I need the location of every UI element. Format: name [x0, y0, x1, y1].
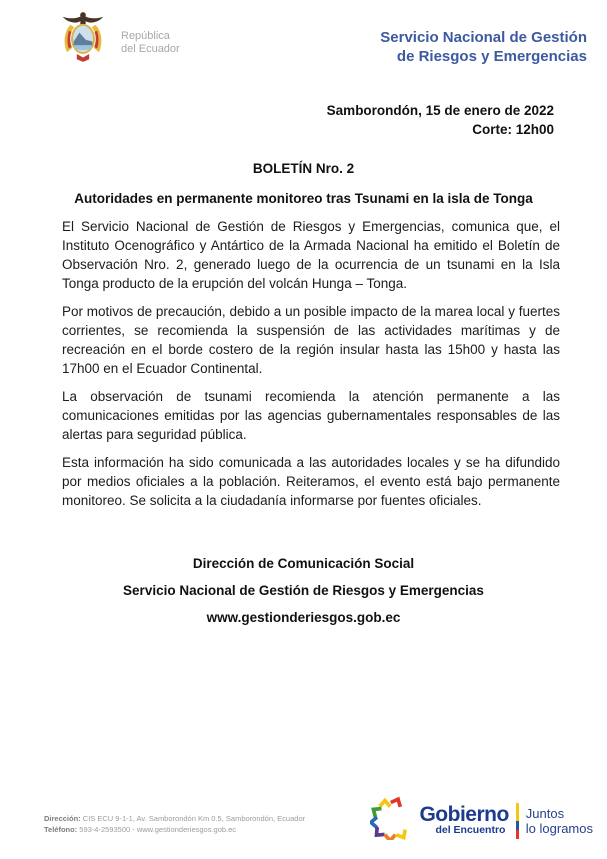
paragraph-1: El Servicio Nacional de Gestión de Riesgos y Emergencias, comunica que, el Instituto Ocenográfico y Antártico de la Armada Nacional ha emitido el Boletín de Observación Nro. 2, generado luego de la ocurrencia de un tsunami en la Isla Tonga producto de la erupción del volcán Hunga – Tonga. — [62, 219, 560, 291]
republica-seal-block — [52, 8, 180, 73]
dateline-location-date: Samborondón, 15 de enero de 2022 — [326, 103, 554, 118]
seal-label-line2: del Ecuador — [121, 42, 180, 55]
footer-phone-value: 593-4-2593500 - www.gestionderiesgos.gob.ec — [77, 825, 237, 834]
gobierno-brand-line2: del Encuentro — [435, 824, 506, 836]
gobierno-tagline — [526, 806, 593, 836]
agency-name-line1: Servicio Nacional de Gestión — [380, 29, 587, 46]
document-header — [0, 0, 607, 73]
gobierno-tagline-line2: lo logramos — [525, 820, 593, 836]
footer-phone-line — [44, 824, 305, 835]
bulletin-number-title: BOLETÍN Nro. 2 — [252, 161, 355, 176]
paragraph-4: Esta información ha sido comunicada a las autoridades locales y se ha difundido por medios oficiales a la población. Reiteramos, el evento está bajo permanente monitoreo. Se solicita a la ciudadanía informarse por fuentes oficiales. — [62, 455, 560, 508]
signature-department: Dirección de Comunicación Social — [192, 556, 415, 571]
gobierno-brand-text — [419, 805, 508, 836]
seal-label-line1: República — [121, 30, 170, 42]
ecuador-flag-divider — [516, 803, 519, 839]
paragraph-3: La observación de tsunami recomienda la atención permanente a las comunicaciones emitidas por las agencias gubernamentales responsables de las alertas para seguridad pública. — [62, 389, 560, 442]
signature-agency: Servicio Nacional de Gestión de Riesgos y Emergencias — [123, 583, 484, 598]
signature-block — [0, 554, 607, 627]
ecuador-coat-of-arms-icon — [52, 8, 114, 73]
footer-contact-info — [44, 813, 305, 849]
paragraph-2: Por motivos de precaución, debido a un posible impacto de la marea local y fuertes corrientes, se recomienda la suspensión de las actividades marítimas y de recreación en el borde costero de la región insular hasta las 15h00 y hasta las 17h00 en el Ecuador Continental. — [62, 304, 560, 376]
signature-website: www.gestionderiesgos.gob.ec — [206, 610, 401, 625]
bulletin-body — [0, 217, 607, 510]
gobierno-tagline-line1: Juntos — [525, 805, 565, 821]
document-footer — [44, 796, 593, 849]
footer-address-line — [44, 813, 305, 824]
agency-name — [380, 28, 587, 66]
footer-address-value: CIS ECU 9-1-1, Av. Samborondón Km 0.5, Samborondón, Ecuador — [80, 814, 306, 823]
gobierno-del-encuentro-logo — [370, 796, 593, 849]
agency-name-line2: de Riesgos y Emergencias — [396, 48, 587, 65]
gobierno-swirl-icon — [370, 796, 412, 845]
footer-address-label: Dirección: — [44, 814, 81, 823]
footer-phone-label: Teléfono: — [44, 825, 78, 834]
bulletin-headline: Autoridades en permanente monitoreo tras Tsunami en la isla de Tonga — [74, 191, 533, 206]
gobierno-brand-line1: Gobierno — [419, 803, 509, 826]
dateline-cut: Corte: 12h00 — [472, 122, 554, 137]
dateline — [0, 101, 554, 139]
seal-label — [121, 30, 180, 55]
